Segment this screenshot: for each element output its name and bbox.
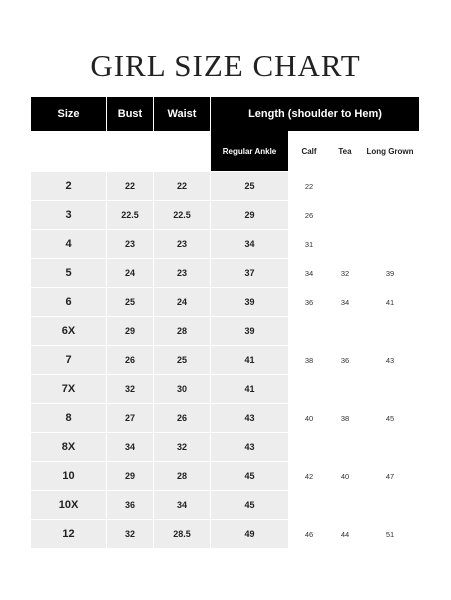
- cell-long-grown: 45: [385, 413, 395, 423]
- table-row: [0, 288, 451, 317]
- cell-calf: 40: [304, 413, 314, 423]
- table-row: [0, 201, 451, 230]
- cell-size: 7X: [31, 375, 106, 403]
- table-row: [0, 375, 451, 404]
- cell-bust: 24: [107, 259, 153, 287]
- cell-calf: [289, 491, 329, 519]
- cell-long-grown: 39: [385, 268, 395, 278]
- subheader-regular-ankle: Regular Ankle: [211, 131, 288, 171]
- cell-long-grown: [361, 375, 419, 403]
- cell-bust: 23: [107, 230, 153, 258]
- cell-waist: 23: [154, 230, 210, 258]
- cell-size: 5: [31, 259, 106, 287]
- cell-tea: [330, 172, 360, 200]
- cell-calf: 38: [304, 355, 314, 365]
- cell-size: 8X: [31, 433, 106, 461]
- table-row: [0, 346, 451, 375]
- cell-calf: [289, 375, 329, 403]
- cell-regular-ankle: 45: [211, 462, 288, 490]
- cell-waist: 26: [154, 404, 210, 432]
- cell-size: 2: [31, 172, 106, 200]
- cell-tea: 40: [340, 471, 350, 481]
- cell-size: 4: [31, 230, 106, 258]
- cell-regular-ankle: 39: [211, 288, 288, 316]
- cell-long-grown: 51: [385, 529, 395, 539]
- cell-waist: 25: [154, 346, 210, 374]
- cell-size: 3: [31, 201, 106, 229]
- subheader-long-grown: Long Grown: [366, 146, 414, 156]
- cell-regular-ankle: 29: [211, 201, 288, 229]
- cell-tea: [330, 433, 360, 461]
- cell-tea: 36: [340, 355, 350, 365]
- table-row: [0, 462, 451, 491]
- cell-calf: 34: [304, 268, 314, 278]
- chart-title: GIRL SIZE CHART: [90, 48, 361, 83]
- cell-long-grown: 41: [385, 297, 395, 307]
- cell-calf: 26: [304, 210, 314, 220]
- cell-tea: [330, 317, 360, 345]
- cell-regular-ankle: 37: [211, 259, 288, 287]
- cell-regular-ankle: 49: [211, 520, 288, 548]
- cell-bust: 29: [107, 317, 153, 345]
- cell-bust: 32: [107, 375, 153, 403]
- cell-regular-ankle: 41: [211, 375, 288, 403]
- cell-bust: 22: [107, 172, 153, 200]
- cell-regular-ankle: 34: [211, 230, 288, 258]
- table-row: [0, 404, 451, 433]
- cell-size: 6: [31, 288, 106, 316]
- table-row: [0, 172, 451, 201]
- cell-tea: [330, 230, 360, 258]
- subheader-tea: Tea: [338, 146, 352, 156]
- table-row: [0, 491, 451, 520]
- cell-size: 6X: [31, 317, 106, 345]
- cell-bust: 22.5: [107, 201, 153, 229]
- cell-tea: [330, 201, 360, 229]
- subheader-calf: Calf: [301, 146, 317, 156]
- table-row: [0, 433, 451, 462]
- cell-waist: 30: [154, 375, 210, 403]
- size-table-body: [0, 172, 451, 549]
- header-length: Length (shoulder to Hem): [211, 97, 419, 131]
- cell-calf: 36: [304, 297, 314, 307]
- cell-regular-ankle: 41: [211, 346, 288, 374]
- cell-long-grown: [361, 172, 419, 200]
- cell-calf: 42: [304, 471, 314, 481]
- cell-tea: 38: [340, 413, 350, 423]
- cell-tea: [330, 375, 360, 403]
- cell-long-grown: [361, 201, 419, 229]
- cell-long-grown: [361, 491, 419, 519]
- header-bust: Bust: [107, 97, 153, 131]
- cell-bust: 25: [107, 288, 153, 316]
- cell-waist: 28: [154, 462, 210, 490]
- cell-bust: 27: [107, 404, 153, 432]
- cell-size: 7: [31, 346, 106, 374]
- cell-long-grown: 43: [385, 355, 395, 365]
- cell-bust: 29: [107, 462, 153, 490]
- cell-tea: 34: [340, 297, 350, 307]
- cell-long-grown: [361, 230, 419, 258]
- cell-long-grown: [361, 317, 419, 345]
- cell-waist: 22: [154, 172, 210, 200]
- cell-waist: 28: [154, 317, 210, 345]
- cell-waist: 23: [154, 259, 210, 287]
- cell-regular-ankle: 25: [211, 172, 288, 200]
- cell-size: 8: [31, 404, 106, 432]
- header-waist: Waist: [154, 97, 210, 131]
- cell-tea: 44: [340, 529, 350, 539]
- cell-calf: [289, 433, 329, 461]
- table-row: [0, 259, 451, 288]
- cell-size: 10: [31, 462, 106, 490]
- cell-regular-ankle: 45: [211, 491, 288, 519]
- cell-waist: 28.5: [154, 520, 210, 548]
- table-row: [0, 230, 451, 259]
- table-row: [0, 520, 451, 549]
- cell-long-grown: 47: [385, 471, 395, 481]
- cell-calf: 31: [304, 239, 314, 249]
- cell-size: 10X: [31, 491, 106, 519]
- header-size: Size: [31, 97, 106, 131]
- cell-waist: 34: [154, 491, 210, 519]
- cell-tea: [330, 491, 360, 519]
- cell-bust: 36: [107, 491, 153, 519]
- cell-waist: 32: [154, 433, 210, 461]
- cell-calf: [289, 317, 329, 345]
- cell-size: 12: [31, 520, 106, 548]
- cell-bust: 32: [107, 520, 153, 548]
- cell-regular-ankle: 39: [211, 317, 288, 345]
- cell-calf: 22: [304, 181, 314, 191]
- cell-regular-ankle: 43: [211, 404, 288, 432]
- cell-calf: 46: [304, 529, 314, 539]
- cell-bust: 26: [107, 346, 153, 374]
- cell-bust: 34: [107, 433, 153, 461]
- cell-waist: 22.5: [154, 201, 210, 229]
- cell-waist: 24: [154, 288, 210, 316]
- cell-long-grown: [361, 433, 419, 461]
- cell-tea: 32: [340, 268, 350, 278]
- cell-regular-ankle: 43: [211, 433, 288, 461]
- table-row: [0, 317, 451, 346]
